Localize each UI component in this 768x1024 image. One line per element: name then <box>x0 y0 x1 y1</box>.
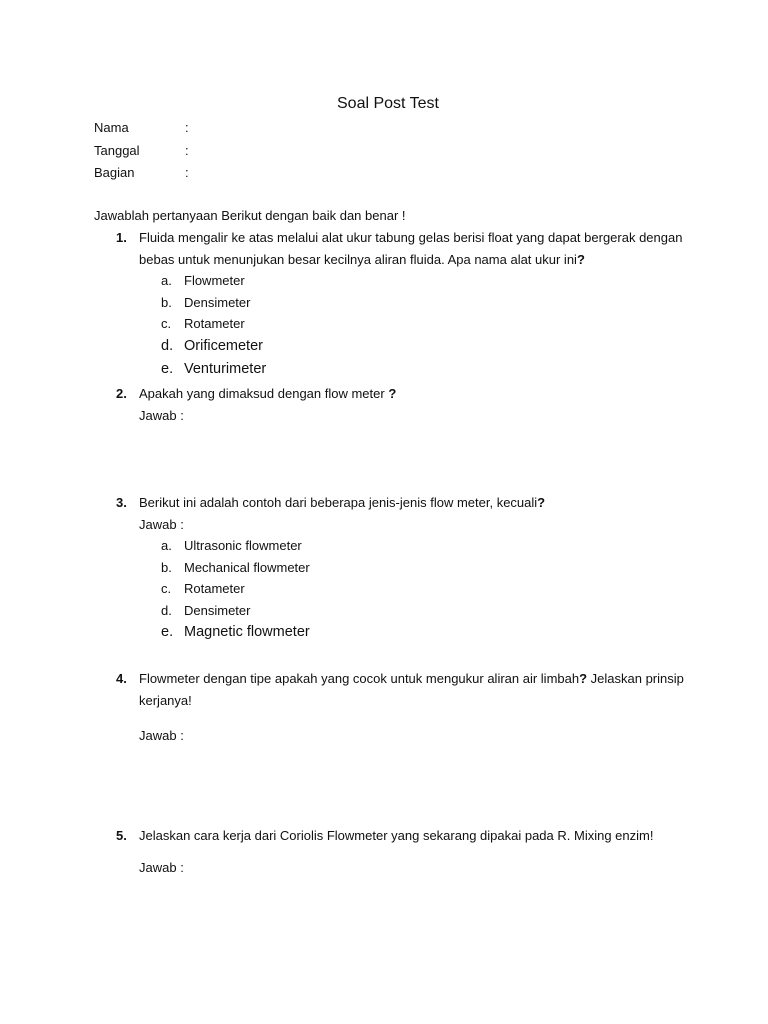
option-text: Flowmeter <box>184 273 245 288</box>
option-a <box>161 270 686 292</box>
option-d <box>161 600 686 622</box>
option-text: Mechanical flowmeter <box>184 559 310 575</box>
question-text: Apakah yang dimaksud dengan flow meter ? <box>139 386 397 401</box>
option-text: Densimeter <box>184 294 251 310</box>
option-letter: d. <box>161 602 172 618</box>
option-text: Orificemeter <box>184 337 263 354</box>
question-text: Flowmeter dengan tipe apakah yang cocok untuk mengukur aliran air limbah? Jelaskan prinsip kerjanya! <box>139 671 684 708</box>
option-c <box>161 313 686 335</box>
question-4-answer <box>116 725 686 747</box>
option-letter: e. <box>161 360 174 377</box>
option-text: Ultrasonic flowmeter <box>184 538 302 553</box>
option-letter: d. <box>161 337 174 354</box>
option-e <box>161 358 686 381</box>
answer-label: Jawab : <box>139 407 184 423</box>
question-number: 3. <box>116 495 127 510</box>
option-text: Densimeter <box>184 602 251 618</box>
option-letter: b. <box>161 559 172 575</box>
question-5 <box>116 825 716 847</box>
question-number: 4. <box>116 671 127 686</box>
question-5-answer <box>116 857 686 879</box>
question-4 <box>116 668 686 711</box>
question-number: 2. <box>116 386 127 401</box>
field-colon: : <box>185 165 189 180</box>
question-number: 1. <box>116 230 127 245</box>
question-number: 5. <box>116 828 127 843</box>
field-tanggal <box>94 140 189 163</box>
question-1 <box>116 227 686 381</box>
option-b <box>161 292 686 314</box>
answer-label: Jawab : <box>139 728 184 743</box>
field-label: Nama <box>94 120 129 135</box>
option-letter: b. <box>161 294 172 310</box>
option-text: Rotameter <box>184 316 245 331</box>
field-colon: : <box>185 142 189 158</box>
instructions: Jawablah pertanyaan Berikut dengan baik dan benar ! <box>94 208 406 223</box>
option-text: Magnetic flowmeter <box>184 624 310 640</box>
answer-options <box>161 535 686 644</box>
answer-options <box>161 270 686 381</box>
answer-label: Jawab : <box>139 860 184 875</box>
option-a <box>161 535 686 557</box>
option-letter: a. <box>161 273 172 288</box>
question-text: Jelaskan cara kerja dari Coriolis Flowmeter yang sekarang dipakai pada R. Mixing enzim! <box>139 828 654 843</box>
question-2 <box>116 383 686 426</box>
option-b <box>161 557 686 579</box>
field-colon: : <box>185 120 189 135</box>
answer-label: Jawab : <box>139 516 184 532</box>
field-label: Bagian <box>94 165 135 180</box>
option-letter: e. <box>161 624 174 640</box>
option-text: Rotameter <box>184 581 245 596</box>
field-label: Tanggal <box>94 142 140 158</box>
page-title: Soal Post Test <box>337 95 439 112</box>
question-text: Berikut ini adalah contoh dari beberapa jenis-jenis flow meter, kecuali? <box>139 495 546 510</box>
field-bagian <box>94 162 189 185</box>
option-letter: c. <box>161 581 172 596</box>
question-text: Fluida mengalir ke atas melalui alat ukur tabung gelas berisi float yang dapat bergerak dengan bebas untuk menunjukan besar kecilnya aliran fluida. Apa nama alat ukur ini? <box>139 230 683 267</box>
option-d <box>161 335 686 358</box>
option-c <box>161 578 686 600</box>
option-letter: c. <box>161 316 172 331</box>
field-nama <box>94 117 189 140</box>
option-letter: a. <box>161 538 172 553</box>
question-3 <box>116 492 686 644</box>
option-text: Venturimeter <box>184 360 267 377</box>
option-e <box>161 621 686 644</box>
identity-fields <box>94 117 189 185</box>
